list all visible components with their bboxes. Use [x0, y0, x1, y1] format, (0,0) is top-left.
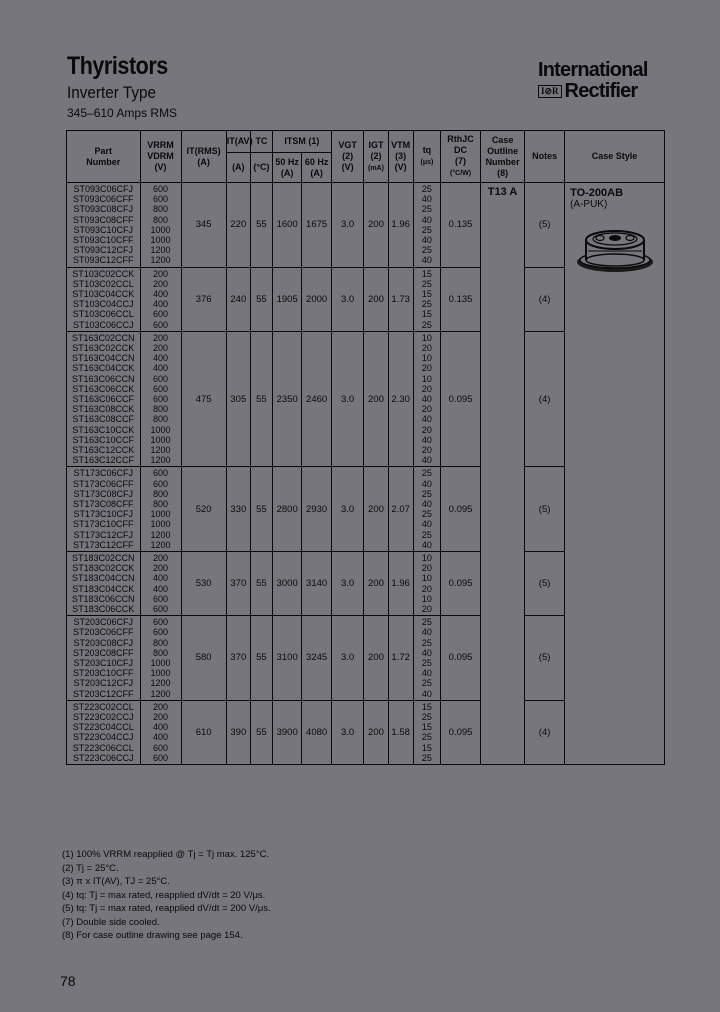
tq-line: 10	[421, 332, 432, 343]
parts-line: ST163C02CCK	[72, 342, 135, 353]
col-vgt: VGT (2) (V)	[331, 131, 364, 183]
footnote: (4) tq: Tj = max rated, reapplied dV/dt = 20 V/μs.	[62, 889, 266, 901]
vrrm-line: 1200	[150, 678, 171, 689]
vgt-cell: 3.0	[331, 616, 364, 701]
tq-line: 40	[421, 627, 432, 638]
footnote: (5) tq: Tj = max rated, reapplied dV/dt = 200 V/μs.	[62, 903, 271, 914]
parts-line: ST203C12CFF	[73, 688, 134, 699]
part-number-list	[67, 267, 141, 331]
vrrm-line: 200	[153, 552, 169, 563]
itsm-50-cell: 2800	[272, 467, 301, 552]
parts-line: ST183C04CCN	[72, 573, 135, 584]
vrrm-line: 1200	[150, 245, 171, 256]
case-style-name: TO-200AB	[570, 187, 624, 199]
tq-line: 25	[421, 488, 432, 499]
col-rthjc: RthJC DC (7) (°C/W)	[441, 131, 481, 183]
case-outline-cell: T13 A	[481, 183, 525, 765]
parts-line: ST203C10CFF	[73, 668, 134, 679]
it-av-cell: 330	[226, 467, 250, 552]
tq-line: 10	[421, 353, 432, 364]
tq-line: 25	[421, 678, 432, 689]
tq-list	[413, 267, 440, 331]
igt-cell: 200	[364, 700, 388, 764]
igt-cell: 200	[364, 551, 388, 615]
tc-cell: 55	[250, 616, 272, 701]
vrrm-list	[140, 183, 181, 268]
tc-cell: 55	[250, 467, 272, 552]
vrrm-line: 200	[153, 268, 169, 279]
parts-line: ST103C02CCK	[72, 268, 135, 279]
vrrm-line: 600	[153, 373, 169, 384]
notes-cell: (4)	[525, 700, 565, 764]
tq-list	[413, 616, 440, 701]
tq-line: 20	[421, 563, 432, 574]
itsm-60-cell: 2930	[302, 467, 331, 552]
col-tc: TC	[250, 131, 272, 153]
tq-line: 40	[421, 688, 432, 699]
vtm-cell: 1.73	[388, 267, 413, 331]
parts-line: ST203C10CFJ	[73, 657, 134, 668]
col-itsm-60hz: 60 Hz (A)	[302, 153, 331, 183]
vrrm-list	[140, 700, 181, 764]
vrrm-line: 1200	[150, 529, 171, 540]
current-range: 345–610 Amps RMS	[67, 106, 178, 120]
parts-line: ST183C06CCN	[72, 593, 135, 604]
vtm-cell: 2.07	[388, 467, 413, 552]
parts-line: ST203C12CFJ	[73, 678, 134, 689]
vrrm-line: 600	[153, 309, 169, 320]
footnote: (3) π x IT(AV), TJ = 25°C.	[62, 876, 170, 887]
vrrm-line: 400	[153, 299, 169, 310]
rthjc-cell: 0.135	[441, 183, 481, 268]
tq-line: 25	[421, 509, 432, 520]
parts-line: ST163C12CCK	[72, 444, 135, 455]
vrrm-line: 1200	[150, 539, 171, 550]
tq-line: 40	[421, 235, 432, 245]
tq-line: 20	[421, 444, 432, 455]
tq-line: 15	[421, 701, 432, 712]
vrrm-line: 800	[153, 204, 169, 215]
tq-line: 40	[421, 434, 432, 445]
it-rms-cell: 376	[181, 267, 226, 331]
brand-line-2: Rectifier	[564, 80, 638, 102]
parts-line: ST223C06CCJ	[73, 752, 134, 763]
tq-line: 20	[421, 424, 432, 435]
col-part-number: Part Number	[67, 131, 141, 183]
vrrm-line: 1000	[150, 235, 171, 245]
parts-line: ST223C02CCJ	[73, 711, 134, 722]
tq-line: 25	[421, 468, 432, 479]
parts-line: ST173C06CFF	[73, 478, 134, 489]
itsm-60-cell: 1675	[302, 183, 331, 268]
tq-line: 25	[421, 637, 432, 648]
page-number: 78	[60, 973, 76, 989]
parts-line: ST103C04CCK	[72, 288, 135, 299]
parts-line: ST173C10CFJ	[73, 509, 134, 520]
vgt-cell: 3.0	[331, 700, 364, 764]
parts-line: ST203C08CFF	[73, 647, 134, 658]
vrrm-line: 600	[153, 478, 169, 489]
hockey-puk-package-icon	[574, 224, 656, 276]
vtm-cell: 2.30	[388, 331, 413, 467]
vrrm-line: 800	[153, 637, 169, 648]
parts-line: ST103C06CCL	[72, 309, 134, 320]
col-igt: IGT (2) (mA)	[364, 131, 388, 183]
parts-line: ST163C04CCN	[72, 353, 135, 364]
rthjc-cell: 0.135	[441, 267, 481, 331]
tq-line: 40	[421, 498, 432, 509]
vrrm-line: 600	[153, 742, 169, 753]
vrrm-line: 400	[153, 732, 169, 743]
igt-cell: 200	[364, 616, 388, 701]
tq-line: 40	[421, 455, 432, 466]
vrrm-line: 800	[153, 488, 169, 499]
ior-logo-icon: I⊘R	[538, 85, 562, 98]
parts-line: ST163C12CCF	[72, 455, 135, 466]
page-subtitle: Inverter Type	[67, 83, 157, 102]
tq-line: 25	[421, 183, 432, 194]
parts-line: ST093C12CFJ	[73, 245, 134, 256]
tq-line: 20	[421, 363, 432, 374]
tq-line: 20	[421, 383, 432, 394]
parts-line: ST163C08CCF	[72, 414, 135, 425]
vgt-cell: 3.0	[331, 267, 364, 331]
vtm-cell: 1.58	[388, 700, 413, 764]
parts-line: ST223C04CCL	[72, 722, 134, 733]
part-number-list	[67, 616, 141, 701]
tq-line: 25	[421, 224, 432, 235]
itsm-60-cell: 2460	[302, 331, 331, 467]
vrrm-line: 1200	[150, 688, 171, 699]
parts-line: ST163C04CCK	[72, 363, 135, 374]
igt-cell: 200	[364, 267, 388, 331]
tq-list	[413, 331, 440, 467]
vgt-cell: 3.0	[331, 183, 364, 268]
vrrm-line: 600	[153, 627, 169, 638]
itsm-50-cell: 3100	[272, 616, 301, 701]
parts-line: ST103C06CCJ	[73, 319, 134, 330]
tq-line: 40	[421, 478, 432, 489]
tq-list	[413, 700, 440, 764]
footnotes	[62, 848, 271, 943]
table-row	[67, 183, 665, 268]
tq-line: 25	[421, 711, 432, 722]
tq-line: 40	[421, 393, 432, 404]
vrrm-line: 600	[153, 603, 169, 614]
parts-line: ST093C08CFJ	[73, 204, 134, 215]
col-case-style: Case Style	[565, 131, 665, 183]
col-it-av-unit: (A)	[226, 153, 250, 183]
parts-line: ST093C08CFF	[73, 214, 134, 225]
parts-line: ST163C06CCN	[72, 373, 135, 384]
col-vrrm: VRRM VDRM (V)	[140, 131, 181, 183]
parts-line: ST203C06CFJ	[73, 617, 134, 628]
vrrm-line: 200	[153, 701, 169, 712]
vrrm-line: 200	[153, 563, 169, 574]
parts-line: ST223C04CCJ	[73, 732, 134, 743]
tq-line: 40	[421, 539, 432, 550]
parts-line: ST093C06CFJ	[73, 183, 134, 194]
igt-cell: 200	[364, 331, 388, 467]
tc-cell: 55	[250, 700, 272, 764]
tq-line: 40	[421, 519, 432, 530]
parts-line: ST183C02CCN	[72, 552, 135, 563]
tq-line: 40	[421, 668, 432, 679]
vrrm-line: 800	[153, 498, 169, 509]
parts-line: ST173C12CFF	[73, 539, 134, 550]
tq-line: 40	[421, 647, 432, 658]
it-rms-cell: 530	[181, 551, 226, 615]
parts-line: ST093C06CFF	[73, 194, 134, 205]
parts-line: ST203C06CFF	[73, 627, 134, 638]
tq-line: 40	[421, 414, 432, 425]
it-rms-cell: 610	[181, 700, 226, 764]
it-av-cell: 370	[226, 551, 250, 615]
vrrm-line: 400	[153, 722, 169, 733]
page-title: Thyristors	[67, 52, 168, 80]
vrrm-line: 200	[153, 278, 169, 289]
igt-cell: 200	[364, 467, 388, 552]
parts-line: ST163C06CCF	[72, 393, 135, 404]
part-number-list	[67, 183, 141, 268]
vrrm-line: 1000	[150, 424, 171, 435]
it-av-cell: 220	[226, 183, 250, 268]
parts-line: ST223C02CCL	[72, 701, 134, 712]
tq-line: 15	[421, 722, 432, 733]
rthjc-cell: 0.095	[441, 700, 481, 764]
parts-line: ST163C10CCF	[72, 434, 135, 445]
vrrm-line: 600	[153, 383, 169, 394]
tq-list	[413, 551, 440, 615]
vrrm-line: 800	[153, 414, 169, 425]
it-rms-cell: 345	[181, 183, 226, 268]
tc-cell: 55	[250, 267, 272, 331]
vrrm-line: 600	[153, 183, 169, 194]
vrrm-list	[140, 331, 181, 467]
vtm-cell: 1.72	[388, 616, 413, 701]
vgt-cell: 3.0	[331, 467, 364, 552]
itsm-50-cell: 1905	[272, 267, 301, 331]
vrrm-line: 600	[153, 393, 169, 404]
vrrm-line: 1000	[150, 668, 171, 679]
parts-line: ST183C02CCK	[72, 563, 135, 574]
part-number-list	[67, 331, 141, 467]
it-av-cell: 305	[226, 331, 250, 467]
tq-line: 40	[421, 194, 432, 205]
vrrm-line: 600	[153, 752, 169, 763]
vrrm-line: 1200	[150, 455, 171, 466]
notes-cell: (5)	[525, 183, 565, 268]
parts-line: ST163C08CCK	[72, 404, 135, 415]
notes-cell: (4)	[525, 331, 565, 467]
vrrm-list	[140, 616, 181, 701]
parts-line: ST093C12CFF	[73, 255, 134, 266]
parts-line: ST103C02CCL	[72, 278, 134, 289]
col-it-av: IT(AV)	[226, 131, 250, 153]
brand-line-1: International	[538, 59, 648, 81]
rthjc-cell: 0.095	[441, 331, 481, 467]
vrrm-line: 1000	[150, 224, 171, 235]
notes-cell: (4)	[525, 267, 565, 331]
vrrm-line: 1000	[150, 509, 171, 520]
parts-line: ST163C10CCK	[72, 424, 135, 435]
tq-line: 10	[421, 552, 432, 563]
tq-line: 40	[421, 255, 432, 266]
tq-line: 15	[421, 309, 432, 320]
vrrm-line: 1000	[150, 657, 171, 668]
tq-line: 25	[421, 299, 432, 310]
parts-line: ST093C10CFF	[73, 235, 134, 245]
vrrm-line: 600	[153, 617, 169, 628]
vrrm-line: 400	[153, 353, 169, 364]
tq-line: 25	[421, 657, 432, 668]
it-av-cell: 370	[226, 616, 250, 701]
tq-line: 20	[421, 603, 432, 614]
vrrm-line: 600	[153, 468, 169, 479]
vgt-cell: 3.0	[331, 331, 364, 467]
tq-line: 25	[421, 204, 432, 215]
vrrm-line: 200	[153, 332, 169, 343]
vtm-cell: 1.96	[388, 551, 413, 615]
tq-line: 10	[421, 373, 432, 384]
vrrm-line: 400	[153, 363, 169, 374]
rthjc-cell: 0.095	[441, 467, 481, 552]
igt-cell: 200	[364, 183, 388, 268]
parts-line: ST163C06CCK	[72, 383, 135, 394]
itsm-50-cell: 3000	[272, 551, 301, 615]
vtm-cell: 1.96	[388, 183, 413, 268]
parts-line: ST103C04CCJ	[73, 299, 134, 310]
col-tq: tq (μs)	[413, 131, 440, 183]
vrrm-line: 800	[153, 647, 169, 658]
parts-line: ST173C08CFF	[73, 498, 134, 509]
vrrm-line: 800	[153, 404, 169, 415]
parts-line: ST223C06CCL	[72, 742, 134, 753]
vrrm-line: 1200	[150, 255, 171, 266]
vrrm-list	[140, 267, 181, 331]
footnote: (2) Tj = 25°C.	[62, 862, 119, 874]
brand-logo	[538, 60, 663, 102]
notes-cell: (5)	[525, 551, 565, 615]
vrrm-line: 400	[153, 573, 169, 584]
itsm-50-cell: 1600	[272, 183, 301, 268]
col-tc-unit: (°C)	[250, 153, 272, 183]
vrrm-line: 800	[153, 214, 169, 225]
notes-cell: (5)	[525, 467, 565, 552]
vrrm-line: 1000	[150, 519, 171, 530]
tq-line: 20	[421, 342, 432, 353]
col-itsm-50hz: 50 Hz (A)	[272, 153, 301, 183]
tq-line: 15	[421, 268, 432, 279]
parts-line: ST173C08CFJ	[73, 488, 134, 499]
col-itsm: ITSM (1)	[272, 131, 331, 153]
tq-line: 15	[421, 742, 432, 753]
parts-line: ST173C06CFJ	[73, 468, 134, 479]
parts-line: ST203C08CFJ	[73, 637, 134, 648]
parts-line: ST163C02CCN	[72, 332, 135, 343]
it-rms-cell: 580	[181, 616, 226, 701]
tc-cell: 55	[250, 551, 272, 615]
tc-cell: 55	[250, 183, 272, 268]
itsm-60-cell: 2000	[302, 267, 331, 331]
tq-line: 25	[421, 278, 432, 289]
tq-list	[413, 467, 440, 552]
tq-list	[413, 183, 440, 268]
footnote: (8) For case outline drawing see page 154.	[62, 930, 243, 941]
tq-line: 25	[421, 529, 432, 540]
tq-line: 20	[421, 583, 432, 594]
vrrm-line: 1000	[150, 434, 171, 445]
parts-line: ST183C04CCK	[72, 583, 135, 594]
vrrm-line: 200	[153, 711, 169, 722]
it-av-cell: 240	[226, 267, 250, 331]
vrrm-line: 400	[153, 288, 169, 299]
tc-cell: 55	[250, 331, 272, 467]
part-number-list	[67, 700, 141, 764]
tq-line: 25	[421, 752, 432, 763]
vrrm-list	[140, 551, 181, 615]
tq-line: 25	[421, 319, 432, 330]
vrrm-line: 600	[153, 593, 169, 604]
itsm-50-cell: 2350	[272, 331, 301, 467]
case-style-cell	[565, 183, 665, 765]
it-av-cell: 390	[226, 700, 250, 764]
notes-cell: (5)	[525, 616, 565, 701]
vrrm-list	[140, 467, 181, 552]
part-number-list	[67, 467, 141, 552]
parts-line: ST173C10CFF	[73, 519, 134, 530]
case-style-sub: (A-PUK)	[570, 199, 608, 210]
col-case-outline: Case Outline Number (8)	[481, 131, 525, 183]
vrrm-line: 400	[153, 583, 169, 594]
itsm-50-cell: 3900	[272, 700, 301, 764]
thyristor-spec-table	[66, 130, 665, 765]
vrrm-line: 200	[153, 342, 169, 353]
footnote: (7) Double side cooled.	[62, 916, 160, 928]
tq-line: 25	[421, 732, 432, 743]
itsm-60-cell: 3245	[302, 616, 331, 701]
tq-line: 40	[421, 214, 432, 225]
tq-line: 20	[421, 404, 432, 415]
tq-line: 10	[421, 593, 432, 604]
parts-line: ST183C06CCK	[72, 603, 135, 614]
vgt-cell: 3.0	[331, 551, 364, 615]
rthjc-cell: 0.095	[441, 551, 481, 615]
vrrm-line: 600	[153, 319, 169, 330]
tq-line: 25	[421, 245, 432, 256]
itsm-60-cell: 4080	[302, 700, 331, 764]
tq-line: 15	[421, 288, 432, 299]
tq-line: 10	[421, 573, 432, 584]
it-rms-cell: 475	[181, 331, 226, 467]
vrrm-line: 1200	[150, 444, 171, 455]
parts-line: ST173C12CFJ	[73, 529, 134, 540]
vrrm-line: 600	[153, 194, 169, 205]
itsm-60-cell: 3140	[302, 551, 331, 615]
it-rms-cell: 520	[181, 467, 226, 552]
footnote: (1) 100% VRRM reapplied @ Tj = Tj max. 125°C.	[62, 849, 270, 860]
rthjc-cell: 0.095	[441, 616, 481, 701]
part-number-list	[67, 551, 141, 615]
col-vtm: VTM (3) (V)	[388, 131, 413, 183]
tq-line: 25	[421, 617, 432, 628]
parts-line: ST093C10CFJ	[73, 224, 134, 235]
col-it-rms: IT(RMS) (A)	[181, 131, 226, 183]
col-notes: Notes	[525, 131, 565, 183]
